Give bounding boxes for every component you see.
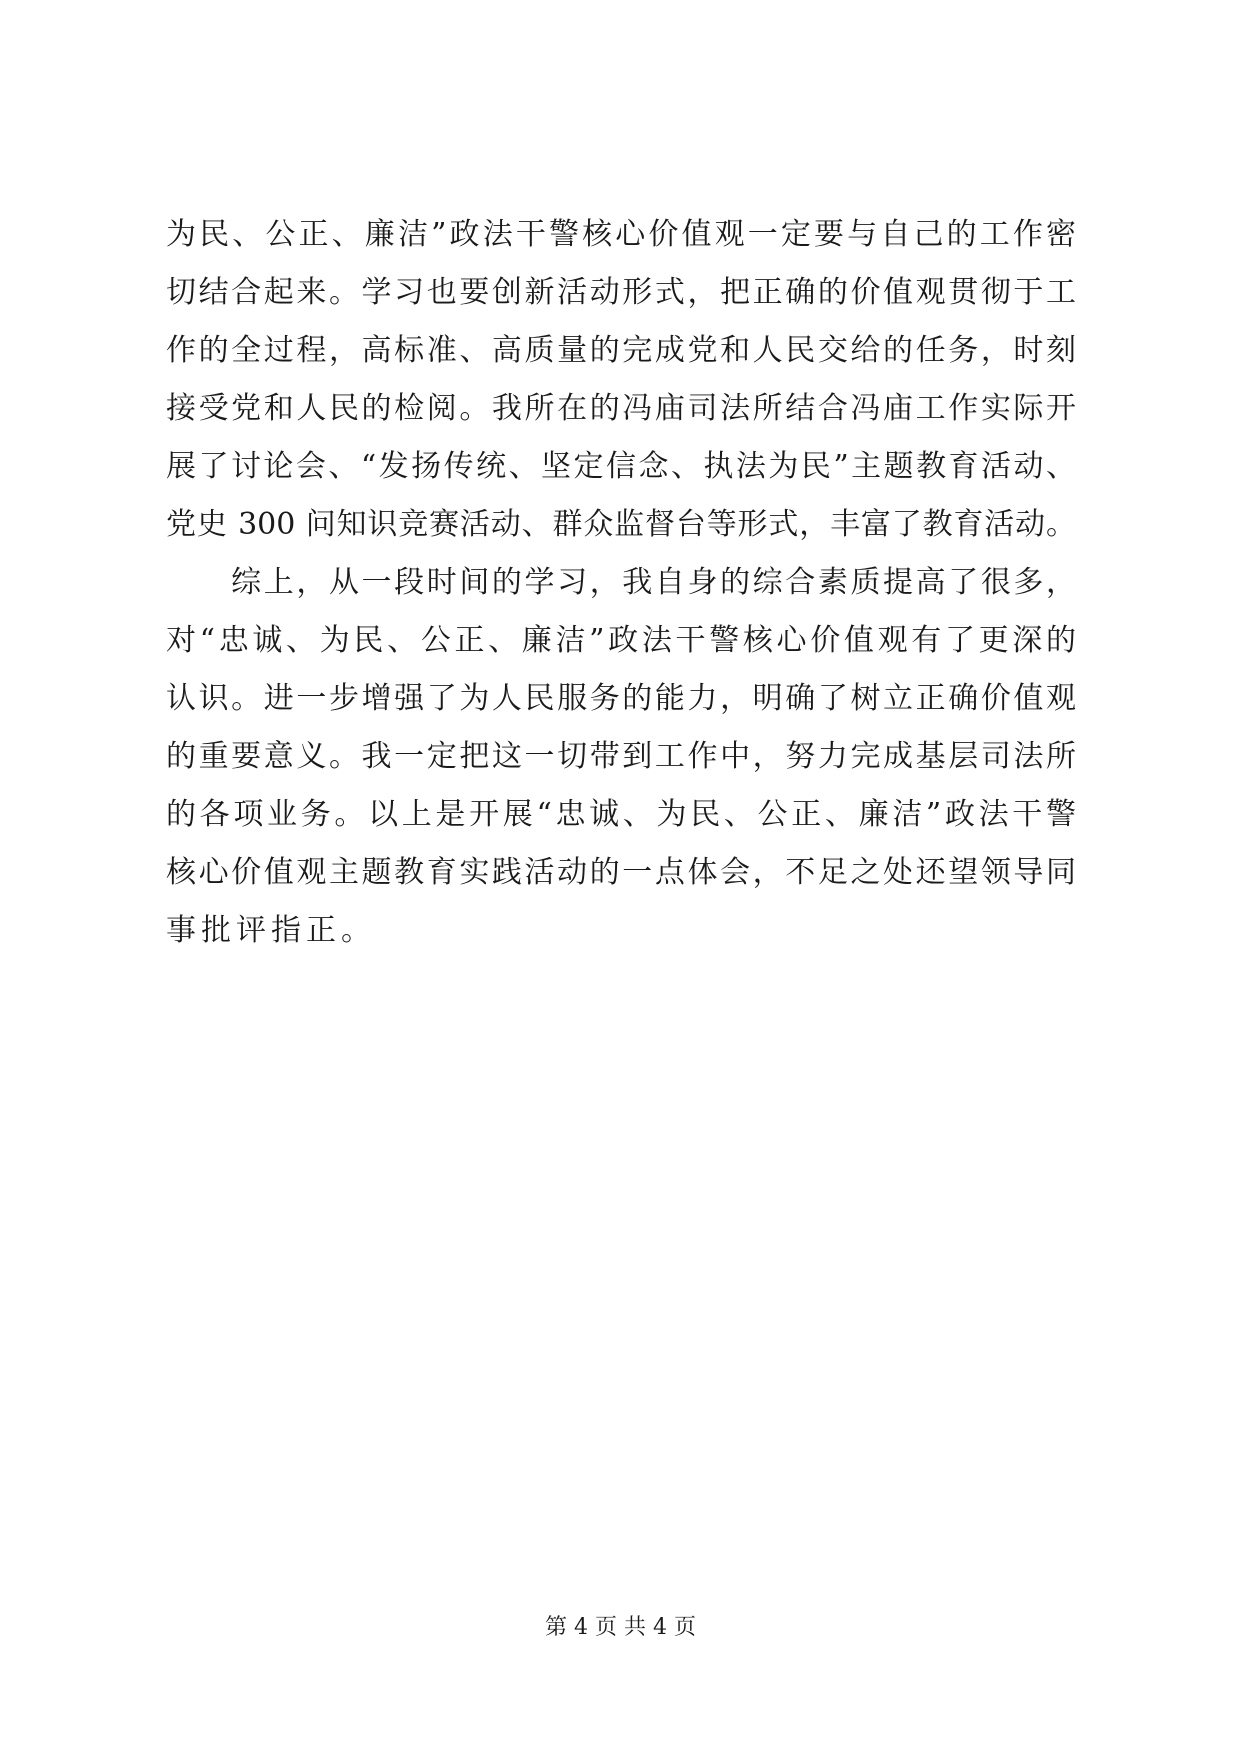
text-line: 接受党和人民的检阅。我所在的冯庙司法所结合冯庙工作实际开 <box>166 391 1076 426</box>
text-line: 为民、公正、廉洁”政法干警核心价值观一定要与自己的工作密 <box>166 217 1076 252</box>
document-body <box>166 206 1076 960</box>
text-line: 认识。进一步增强了为人民服务的能力，明确了树立正确价值观 <box>166 681 1076 716</box>
text-line: 综上，从一段时间的学习，我自身的综合素质提高了很多， <box>166 565 1076 600</box>
text-line: 切结合起来。学习也要创新活动形式，把正确的价值观贯彻于工 <box>166 275 1076 310</box>
text-line: 的重要意义。我一定把这一切带到工作中，努力完成基层司法所 <box>166 739 1076 774</box>
page-number-footer: 第 4 页 共 4 页 <box>545 1615 696 1640</box>
text-line: 展了讨论会、“发扬传统、坚定信念、执法为民”主题教育活动、 <box>166 449 1076 484</box>
text-line-last: 事批评指正。 <box>166 913 376 948</box>
text-line: 对“忠诚、为民、公正、廉洁”政法干警核心价值观有了更深的 <box>166 623 1076 658</box>
text-line: 核心价值观主题教育实践活动的一点体会，不足之处还望领导同 <box>166 855 1076 890</box>
text-line: 作的全过程，高标准、高质量的完成党和人民交给的任务，时刻 <box>166 333 1076 368</box>
text-line: 党史 300 问知识竞赛活动、群众监督台等形式，丰富了教育活动。 <box>166 507 1076 542</box>
text-line: 的各项业务。以上是开展“忠诚、为民、公正、廉洁”政法干警 <box>166 797 1076 832</box>
